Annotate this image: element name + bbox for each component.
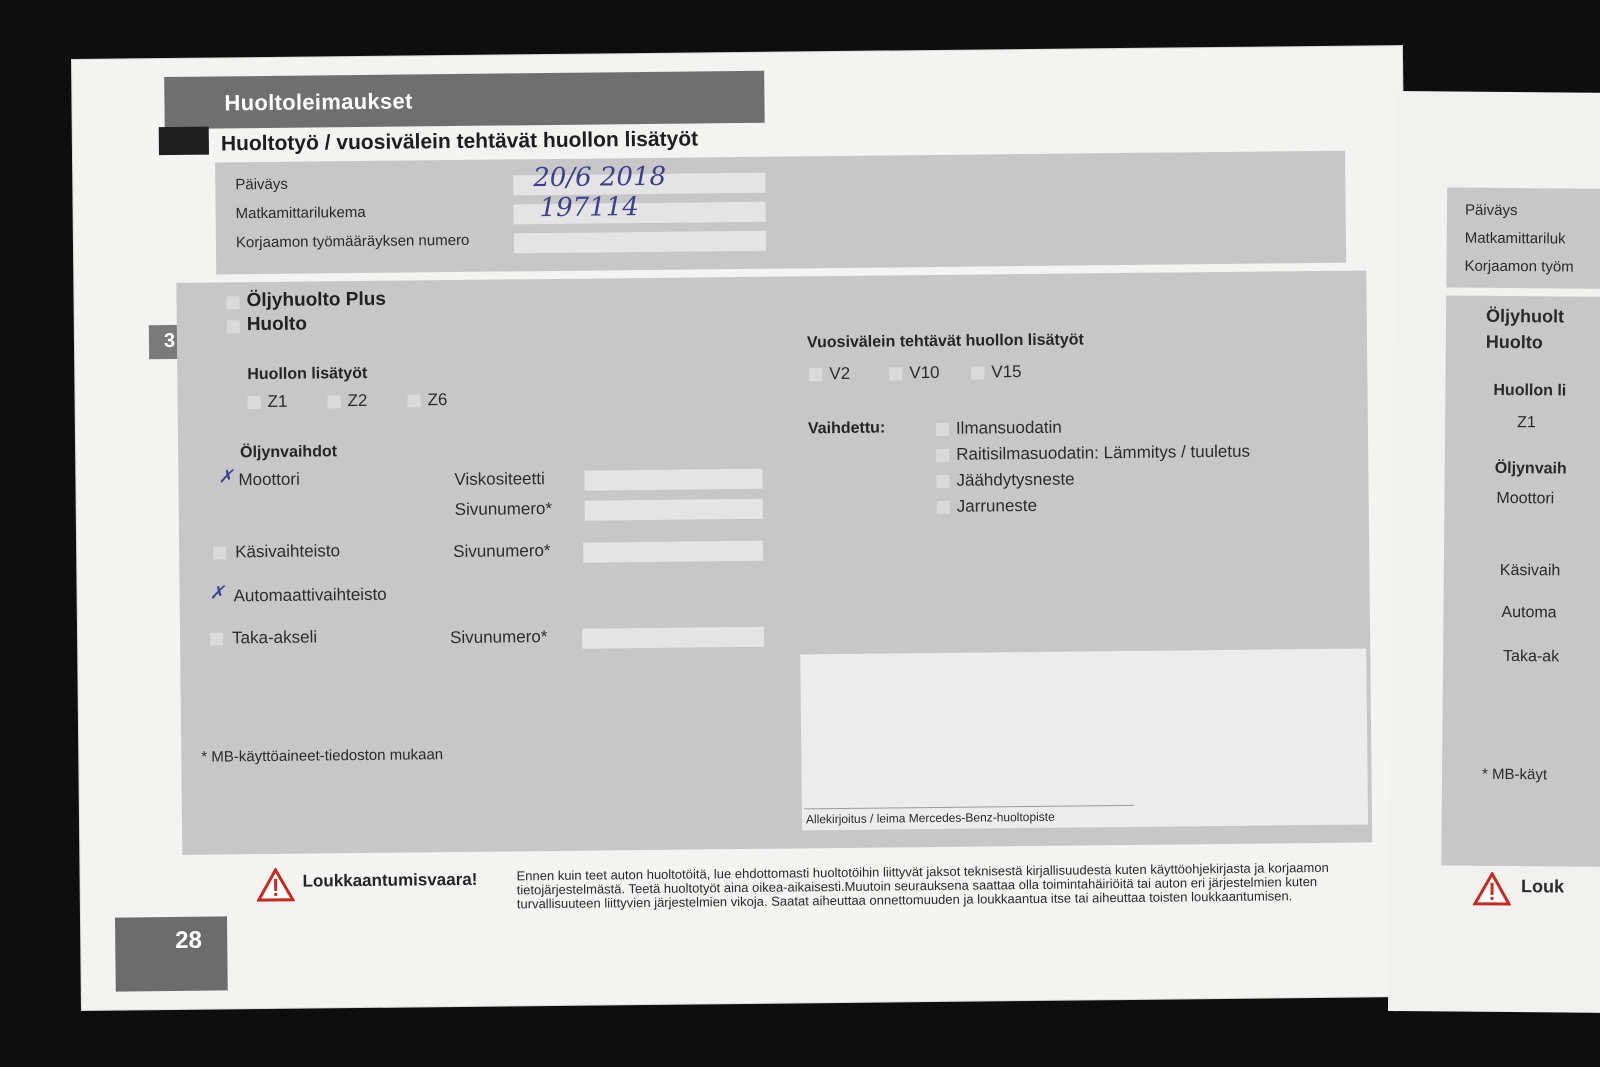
warning-triangle-icon <box>256 868 294 902</box>
checkbox-v15 <box>971 366 984 379</box>
warning-title: Loukkaantumisvaara! <box>302 869 478 891</box>
page-no-field-3 <box>582 627 764 649</box>
replaced-air-filter: Ilmansuodatin <box>955 417 1062 438</box>
right-odometer-label: Matkamittariluk <box>1464 229 1566 248</box>
order-number-label: Korjaamon työmääräyksen numero <box>235 231 470 252</box>
annual-v15: V15 <box>991 362 1022 382</box>
signature-label: Allekirjoitus / leima Mercedes-Benz-huoltopiste <box>805 809 1055 827</box>
right-rear-axle: Taka-ak <box>1503 647 1560 666</box>
right-engine: Moottori <box>1496 489 1555 508</box>
oil-page-no-2: Sivunumero* <box>453 541 551 562</box>
extra-z6: Z6 <box>427 390 448 410</box>
oil-changes-title: Öljynvaihdot <box>240 443 338 462</box>
checkbox-v2 <box>809 368 822 381</box>
oil-page-no-1: Sivunumero* <box>454 498 553 520</box>
checkbox-rear-axle <box>210 632 223 645</box>
right-automatic: Automa <box>1501 603 1557 622</box>
checkbox-service <box>227 320 240 333</box>
annual-work-title: Vuosivälein tehtävät huollon lisätyöt <box>806 331 1084 352</box>
date-label: Päiväys <box>235 175 288 194</box>
chapter-number: 3 <box>163 329 176 353</box>
right-date-label: Päiväys <box>1464 201 1518 220</box>
page-no-field-2 <box>583 541 763 563</box>
viscosity-field <box>584 469 762 491</box>
oil-manual-gearbox: Käsivaihteisto <box>235 541 341 562</box>
checkbox-oil-plus <box>226 296 239 309</box>
oil-automatic-gearbox: Automaattivaihteisto <box>233 584 387 606</box>
oil-engine: Moottori <box>238 469 300 490</box>
right-warning-triangle-icon <box>1473 872 1511 906</box>
right-z1: Z1 <box>1517 414 1536 432</box>
checkbox-v10 <box>889 367 902 380</box>
page-number-box <box>115 916 228 991</box>
automatic-check-mark: ✗ <box>209 582 225 603</box>
checkbox-z2 <box>328 395 341 408</box>
extra-z2: Z2 <box>347 390 368 411</box>
service-oil-plus: Öljyhuolto Plus <box>246 288 386 312</box>
manual-page-right <box>1388 91 1600 1013</box>
handwritten-date: 20/6 2018 <box>533 161 667 194</box>
manual-page-left <box>72 46 1412 1010</box>
right-oil-plus: Öljyhuolt <box>1485 305 1565 327</box>
extra-z1: Z1 <box>267 391 288 411</box>
checkbox-manual-gearbox <box>213 546 226 559</box>
checkbox-brake-fluid <box>937 501 950 514</box>
right-huolto: Huolto <box>1485 331 1543 353</box>
right-manual: Käsivaih <box>1499 561 1561 580</box>
section-header-title: Huoltoleimaukset <box>224 88 413 116</box>
engine-check-mark: ✗ <box>218 466 234 487</box>
page-no-field-1 <box>585 499 763 521</box>
oil-page-no-3: Sivunumero* <box>449 627 548 648</box>
right-order-label: Korjaamon työm <box>1464 257 1574 276</box>
right-oil-changes: Öljynvaih <box>1494 459 1567 478</box>
checkbox-air-filter <box>936 423 949 436</box>
oil-viscosity: Viskositeetti <box>454 469 545 490</box>
odometer-label: Matkamittarilukema <box>235 203 366 223</box>
order-number-field <box>514 231 766 254</box>
oil-rear-axle: Taka-akseli <box>231 627 318 648</box>
right-footnote: * MB-käyt <box>1481 765 1548 784</box>
extra-work-title: Huollon lisätyöt <box>247 364 368 384</box>
footnote: * MB-käyttöaineet-tiedoston mukaan <box>201 746 444 766</box>
handwritten-odometer: 197114 <box>539 192 639 224</box>
checkbox-coolant <box>936 475 949 488</box>
checkbox-z6 <box>408 394 421 407</box>
warning-text: Ennen kuin teet auton huoltotöitä, lue ehdottomasti huoltotöihin liittyvät jaksot teknisestä kirjallisuudesta kuten käyttöohjekirjasta ja korjaamon tietojärjestelmästä. Teetä huoltotyöt aina oikea-aikaisesti.Muutoin seurauksena saattaa olla toimintahäiriöitä tai auton eri järjestelmien kuten turvallisuuteen liittyvien järjestelmien vikoja. Saatat aiheuttaa onnettomuuden ja loukkaantua itse tai aiheuttaa toisten loukkaantumisen. <box>516 859 1329 912</box>
replaced-brake-fluid: Jarruneste <box>956 495 1038 516</box>
checkbox-cabin-filter <box>936 449 949 462</box>
annual-v10: V10 <box>909 362 940 383</box>
replaced-cabin-filter: Raitisilmasuodatin: Lämmitys / tuuletus <box>956 441 1251 464</box>
info-panel <box>215 151 1346 275</box>
service-huolto: Huolto <box>246 313 308 336</box>
signature-box <box>800 648 1368 830</box>
checkbox-z1 <box>248 396 261 409</box>
black-marker-tab <box>159 127 209 156</box>
right-extra-work: Huollon li <box>1493 381 1567 400</box>
replaced-label: Vaihdettu: <box>807 419 886 438</box>
page-number: 28 <box>175 926 203 954</box>
page-subtitle: Huoltotyö / vuosivälein tehtävät huollon lisätyöt <box>220 127 699 156</box>
annual-v2: V2 <box>829 363 851 384</box>
replaced-coolant: Jäähdytysneste <box>956 469 1075 490</box>
right-warning-title: Louk <box>1520 876 1565 897</box>
